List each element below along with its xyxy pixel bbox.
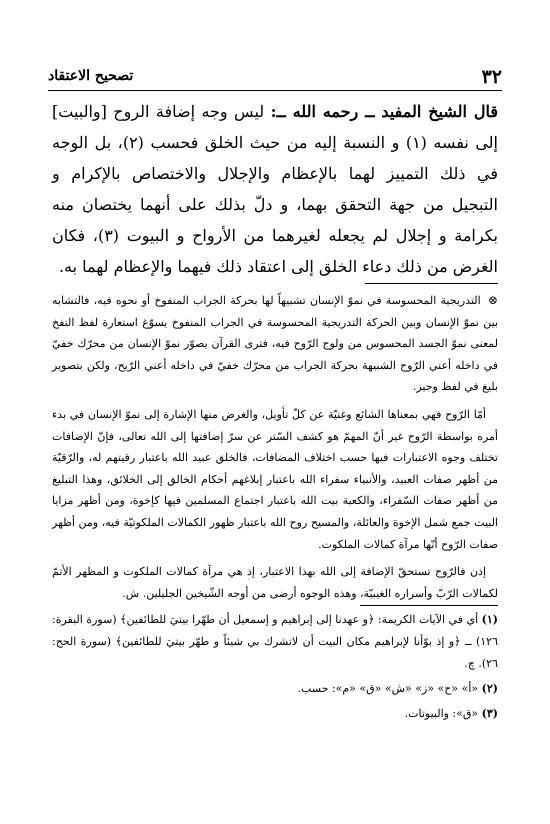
footnote	[52, 678, 498, 700]
commentary-marker-icon: ⊗	[487, 293, 498, 307]
footnotes	[52, 609, 498, 728]
commentary-paragraph: إذن فالرّوح تستحقّ الإضافة إلى الله بهذا الاعتبار، إذ هي مرآة كمالات الملكوت و المظهر الأتمّ لكمالات الرّبّ وأسراره الغيبيّة، وهذه الوجوه أرضى من أوجه الشّيخين الجليلين. ش.	[52, 565, 498, 600]
main-text-divider	[365, 283, 498, 284]
footnote-number: (٣)	[481, 707, 498, 720]
footnote	[52, 609, 498, 675]
page-number: ٣٢	[481, 66, 502, 88]
main-text	[52, 96, 498, 282]
commentary-paragraph: أمّا الرّوح فهي بمعناها الشائع وغنيّة عن كلّ تأويل، والغرض منها الإشارة إلى نموّ الإنسان في بدء أمره بواسطة الرّوح غير أنّ المهمّ هو كشف السّتر عن سرّ إضافتها إلى الله تعالى، فإنّ الإضافات تختلف وجوه الاعتبارات فيها حسب اختلاف المضافات، فالخلق عبيد الله باعتبار رقيتهم له، والرّقيّة من أظهر صفات العبيد، والأنبياء سفراء الله باعتبار إبلاغهم أحكام الخالق إلى الخلائق، وهذا التبليغ من أظهر صفات السّفراء، والكعبة بيت الله باعتبار اجتماع المسلمين فيها كإخوة، ومن أظهر مزايا البيت جمع شمل الإخوة والعائلة، والمسيح روح الله باعتبار ظهور الكمالات الملكوتيّة فيه، ومن أظهر صفات الرّوح أنّها مرآة كمالات الملكوت.	[52, 407, 498, 551]
running-title: تصحيح الاعتقاد	[48, 68, 134, 84]
footnote-number: (٢)	[481, 682, 498, 695]
commentary-notes	[52, 290, 498, 610]
footnote-text: «أ» «ح» «ز» «ش» «ق» «م»: حسب.	[297, 682, 479, 695]
speaker-attribution: قال الشيخ المفيد ــ رحمه الله ــ:	[270, 102, 498, 121]
footnote-number: (١)	[481, 613, 498, 626]
page-header	[48, 66, 502, 88]
footnotes-divider	[360, 605, 498, 606]
commentary-paragraph: ⊗ التدريجية المحسوسة في نموّ الإنسان تشبيهاً لها بحركة الجراب المنفوخ أو نحوه فيه، فالتشابه بين نموّ الإنسان وبين الحركة التدريجية المحسوسة في الجراب المنفوخ يسوّغ استعارة لفظ النفخ لمعنى نموّ الجسد المحسوس من ولوج الرّوح فيه، فترى القرآن يصوّر نموّ الإنسان من محرّك خفيّ في داخله أعني الرّوح الشبيهة بحركة الجراب من محرّك خفيّ في داخله أعني الرّيح، ولكن بتصوير بليغ في لفظ وجيز.	[52, 290, 498, 398]
main-text-body: ليس وجه إضافة الروح [والبيت] إلى نفسه (١) و النسبة إليه من حيث الخلق فحسب (٢)، بل الوجه في ذلك التمييز لهما بالإعظام والإجلال والاختصاص بالإكرام و التبجيل من جهة التحقق بهما، و دلّ بذلك على أنهما يختصان منه بكرامة و إجلال لم يجعله لغيرهما من الأرواح و البيوت (٣)، فكان الغرض من ذلك دعاء الخلق إلى اعتقاد ذلك فيهما والإعظام لهما به.	[52, 102, 498, 276]
header-divider	[48, 90, 502, 91]
footnote-text: «ق»: والبيوتات.	[404, 707, 479, 720]
footnote-text: أي في الآيات الكريمة: ﴿و عهدنا إلى إبراهيم و إسمعيل أن طهّرا بيتيَ للطائفين﴾ (سورة البقرة: ١٢٦) ــ ﴿و إذ بوّأنا لإبراهيم مكان البيت أن لاتشرك بي شيئاً و طهّر بيتيَ للطائفين﴾ (سورة الحج: ٢٦). چ.	[52, 613, 498, 670]
footnote	[52, 703, 498, 725]
